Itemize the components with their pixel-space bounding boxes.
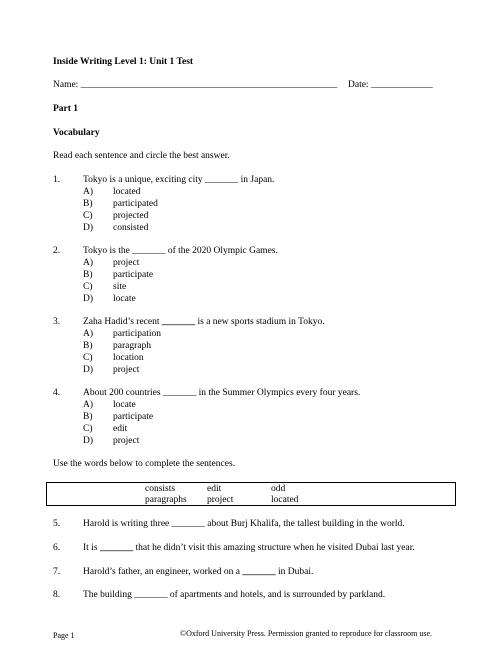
part-heading: Part 1: [53, 104, 79, 114]
question-text: About 200 countries _______ in the Summer Olympics every four years.: [83, 388, 361, 398]
option-letter[interactable]: A): [83, 258, 94, 268]
name-field[interactable]: Name: ______________________________________________________: [53, 80, 338, 90]
instructions-circle: Read each sentence and circle the best answer.: [53, 151, 230, 161]
option-letter[interactable]: C): [83, 353, 93, 363]
option-text[interactable]: located: [113, 187, 141, 197]
answer-blank: _______: [99, 543, 134, 553]
option-letter[interactable]: B): [83, 199, 93, 209]
option-letter[interactable]: C): [83, 211, 93, 221]
option-letter[interactable]: D): [83, 294, 94, 304]
option-text[interactable]: consisted: [113, 223, 149, 233]
sentence-number: 7.: [53, 567, 61, 577]
option-text[interactable]: paragraph: [113, 341, 151, 351]
option-text[interactable]: site: [113, 282, 127, 292]
word-box-word: paragraphs: [145, 495, 187, 505]
option-text[interactable]: participated: [113, 199, 158, 209]
sentence-text-after: in Dubai.: [275, 567, 314, 577]
copyright-notice: ©Oxford University Press. Permission granted to reproduce for classroom use.: [180, 629, 433, 638]
option-text[interactable]: project: [113, 365, 140, 375]
option-text[interactable]: participation: [113, 329, 162, 339]
option-text[interactable]: participate: [113, 412, 154, 422]
word-box: [46, 482, 456, 506]
option-letter[interactable]: B): [83, 341, 93, 351]
option-text[interactable]: locate: [113, 400, 136, 410]
answer-blank: _______: [242, 567, 276, 577]
sentence-text-before: Harold’s father, an engineer, worked on a: [83, 567, 243, 577]
question-number: 1.: [53, 175, 61, 185]
question-text-before: Zaha Hadid’s recent: [83, 317, 162, 327]
word-box-word: consists: [145, 484, 176, 494]
test-title: Inside Writing Level 1: Unit 1 Test: [53, 57, 194, 67]
word-box-word: project: [207, 495, 234, 505]
option-text[interactable]: locate: [113, 294, 136, 304]
option-letter[interactable]: C): [83, 282, 93, 292]
option-letter[interactable]: A): [83, 187, 94, 197]
option-letter[interactable]: D): [83, 436, 94, 446]
sentence-text: [83, 543, 415, 553]
question-number: 3.: [53, 317, 61, 327]
option-letter[interactable]: B): [83, 412, 93, 422]
option-letter[interactable]: D): [83, 223, 94, 233]
page-number: Page 1: [53, 631, 75, 640]
question-number: 2.: [53, 246, 61, 256]
question-text: Tokyo is a unique, exciting city _______ in Japan.: [83, 175, 275, 185]
sentence-text: Harold is writing three _______ about Burj Khalifa, the tallest building in the world.: [83, 519, 405, 529]
option-letter[interactable]: C): [83, 424, 93, 434]
option-text[interactable]: participate: [113, 270, 154, 280]
option-text[interactable]: edit: [113, 424, 128, 434]
sentence-number: 5.: [53, 519, 61, 529]
date-field[interactable]: Date: _____________: [348, 80, 433, 90]
option-letter[interactable]: A): [83, 400, 94, 410]
question-text: [83, 317, 325, 327]
option-text[interactable]: project: [113, 436, 140, 446]
option-letter[interactable]: A): [83, 329, 94, 339]
question-text: Tokyo is the _______ of the 2020 Olympic Games.: [83, 246, 278, 256]
sentence-text: The building _______ of apartments and hotels, and is surrounded by parkland.: [83, 590, 386, 600]
word-box-word: odd: [271, 484, 286, 494]
sentence-number: 6.: [53, 543, 61, 553]
word-box-word: edit: [207, 484, 222, 494]
option-letter[interactable]: D): [83, 365, 94, 375]
option-letter[interactable]: B): [83, 270, 93, 280]
question-number: 4.: [53, 388, 61, 398]
sentence-text: [83, 567, 313, 577]
option-text[interactable]: projected: [113, 211, 149, 221]
section-heading: Vocabulary: [53, 128, 100, 138]
question-text-after: is a new sports stadium in Tokyo.: [195, 317, 325, 327]
answer-blank: _______: [161, 317, 196, 327]
word-box-word: located: [271, 495, 299, 505]
option-text[interactable]: project: [113, 258, 140, 268]
option-text[interactable]: location: [113, 353, 144, 363]
instructions-complete: Use the words below to complete the sentences.: [53, 459, 236, 469]
sentence-number: 8.: [53, 590, 61, 600]
sentence-text-after: that he didn’t visit this amazing structure when he visited Dubai last year.: [133, 543, 415, 553]
sentence-text-before: It is: [83, 543, 100, 553]
